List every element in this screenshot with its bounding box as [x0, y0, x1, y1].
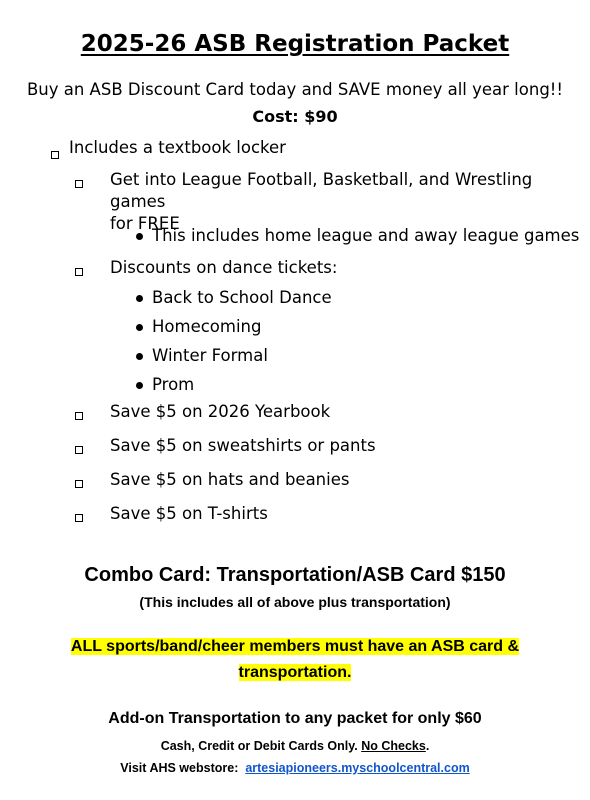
intro-text: Buy an ASB Discount Card today and SAVE money all year long!!	[26, 80, 564, 99]
list-item-locker: Includes a textbook locker	[69, 138, 286, 157]
webstore-link[interactable]: artesiapioneers.myschoolcentral.com	[245, 761, 470, 775]
games-line-1: Get into League Football, Basketball, and Wrestling games	[110, 170, 533, 211]
no-checks-text: No Checks	[361, 739, 426, 753]
list-item-tshirts: Save $5 on T-shirts	[110, 504, 268, 523]
combo-card-note: (This includes all of above plus transportation)	[139, 594, 451, 610]
requirement-line-1: ALL sports/band/cheer members must have an ASB card &	[70, 638, 520, 655]
page-title: 2025-26 ASB Registration Packet	[80, 31, 510, 57]
checkbox-bullet-icon	[75, 446, 83, 454]
requirement-notice	[0, 634, 590, 686]
list-item-hats: Save $5 on hats and beanies	[110, 470, 350, 489]
bullet-dot-icon	[136, 295, 143, 302]
payment-period: .	[425, 739, 430, 753]
cost-text: Cost: $90	[252, 107, 338, 126]
bullet-dot-icon	[136, 233, 143, 240]
addon-text: Add-on Transportation to any packet for only $60	[108, 710, 482, 727]
bullet-dot-icon	[136, 382, 143, 389]
games-line-2: for FREE	[110, 214, 180, 233]
list-item-dance: Discounts on dance tickets:	[110, 258, 338, 277]
webstore-label: Visit AHS webstore:	[120, 761, 239, 775]
webstore-line	[0, 761, 590, 775]
list-subitem-dance: Prom	[152, 375, 195, 394]
checkbox-bullet-icon	[75, 180, 83, 188]
payment-info	[0, 739, 590, 753]
bullet-dot-icon	[136, 324, 143, 331]
list-subitem-dance: Winter Formal	[152, 346, 268, 365]
checkbox-bullet-icon	[75, 480, 83, 488]
checkbox-bullet-icon	[75, 268, 83, 276]
payment-methods: Cash, Credit or Debit Cards Only.	[160, 739, 362, 753]
checkbox-bullet-icon	[51, 151, 59, 159]
bullet-dot-icon	[136, 353, 143, 360]
list-subitem-dance: Homecoming	[152, 317, 262, 336]
checkbox-bullet-icon	[75, 412, 83, 420]
list-item-sweatshirts: Save $5 on sweatshirts or pants	[110, 436, 376, 455]
list-subitem-games: This includes home league and away league games	[152, 226, 580, 245]
requirement-line-2: transportation.	[238, 664, 352, 681]
list-subitem-dance: Back to School Dance	[152, 288, 332, 307]
combo-card-heading: Combo Card: Transportation/ASB Card $150	[84, 564, 506, 586]
list-item-yearbook: Save $5 on 2026 Yearbook	[110, 402, 331, 421]
checkbox-bullet-icon	[75, 514, 83, 522]
